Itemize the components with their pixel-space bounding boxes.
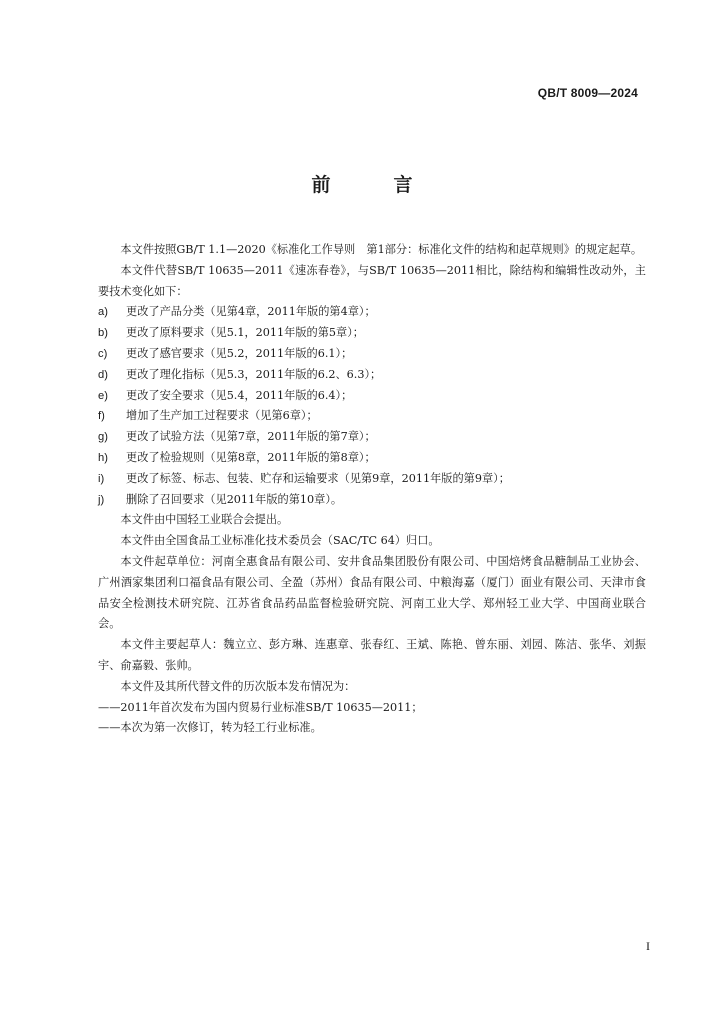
list-item	[98, 448, 646, 469]
list-marker: f)	[98, 410, 105, 423]
list-marker: c)	[98, 347, 108, 360]
list-item-text: 增加了生产加工过程要求（见第6章）；	[126, 409, 318, 423]
list-item	[98, 386, 646, 407]
jurisdiction-paragraph: 本文件由全国食品工业标准化技术委员会（SAC/TC 64）归口。	[120, 534, 440, 548]
changes-list	[98, 302, 646, 510]
list-item-text: 更改了试验方法（见第7章，2011年版的第7章）；	[126, 430, 376, 444]
list-item-text: 更改了标签、标志、包装、贮存和运输要求（见第9章，2011年版的第9章）；	[126, 471, 510, 485]
list-item	[98, 406, 646, 427]
page-title: 前 言	[311, 174, 435, 196]
proposed-by-paragraph: 本文件由中国轻工业联合会提出。	[120, 513, 289, 527]
list-item	[98, 469, 646, 490]
history-item: ——2011年首次发布为国内贸易行业标准SB/T 10635—2011；	[98, 700, 423, 714]
list-marker: j)	[98, 493, 105, 506]
document-body	[98, 240, 646, 739]
page-number: I	[646, 939, 650, 953]
list-marker: e)	[98, 389, 108, 402]
list-marker: g)	[98, 431, 108, 444]
list-marker: d)	[98, 368, 108, 381]
drafters-paragraph: 本文件主要起草人：魏立立、彭方琳、连惠章、张春红、王斌、陈艳、曾东丽、刘园、陈洁、张华、刘振宇、俞嘉毅、张帅。	[98, 638, 646, 672]
list-item-text: 更改了原料要求（见5.1，2011年版的第5章）；	[126, 326, 364, 340]
history-intro-paragraph: 本文件及其所代替文件的历次版本发布情况为：	[120, 679, 356, 693]
list-item-text: 更改了产品分类（见第4章，2011年版的第4章）；	[126, 305, 376, 319]
list-item-text: 删除了召回要求（见2011年版的第10章）。	[126, 492, 343, 506]
list-marker: h)	[98, 451, 108, 464]
list-item	[98, 427, 646, 448]
history-item: ——本次为第一次修订，转为轻工行业标准。	[98, 721, 322, 735]
drafting-units-paragraph: 本文件起草单位：河南全惠食品有限公司、安井食品集团股份有限公司、中国焙烤食品糖制品工业协会、广州酒家集团利口福食品有限公司、全盈（苏州）食品有限公司、中粮海嘉（厦门）面业有限公司、天津市食品安全检测技术研究院、江苏省食品药品监督检验研究院、河南工业大学、郑州轻工业大学、中国商业联合会。	[98, 554, 646, 631]
list-marker: a)	[98, 306, 108, 319]
document-code: QB/T 8009—2024	[537, 86, 638, 100]
list-item-text: 更改了检验规则（见第8章，2011年版的第8章）；	[126, 450, 376, 464]
replaces-paragraph: 本文件代替SB/T 10635—2011《速冻春卷》，与SB/T 10635—2011相比，除结构和编辑性改动外，主要技术变化如下：	[98, 263, 646, 298]
list-item-text: 更改了安全要求（见5.4，2011年版的6.4）；	[126, 388, 353, 402]
list-marker: i)	[98, 472, 105, 485]
list-item	[98, 323, 646, 344]
list-item-text: 更改了理化指标（见5.3，2011年版的6.2、6.3）；	[126, 367, 382, 381]
list-item-text: 更改了感官要求（见5.2，2011年版的6.1）；	[126, 346, 353, 360]
list-item	[98, 365, 646, 386]
list-item	[98, 344, 646, 365]
list-marker: b)	[98, 327, 108, 340]
list-item	[98, 490, 646, 511]
drafting-rule-paragraph: 本文件按照GB/T 1.1—2020《标准化工作导则 第1部分：标准化文件的结构和起草规则》的规定起草。	[120, 243, 643, 256]
list-item	[98, 302, 646, 323]
